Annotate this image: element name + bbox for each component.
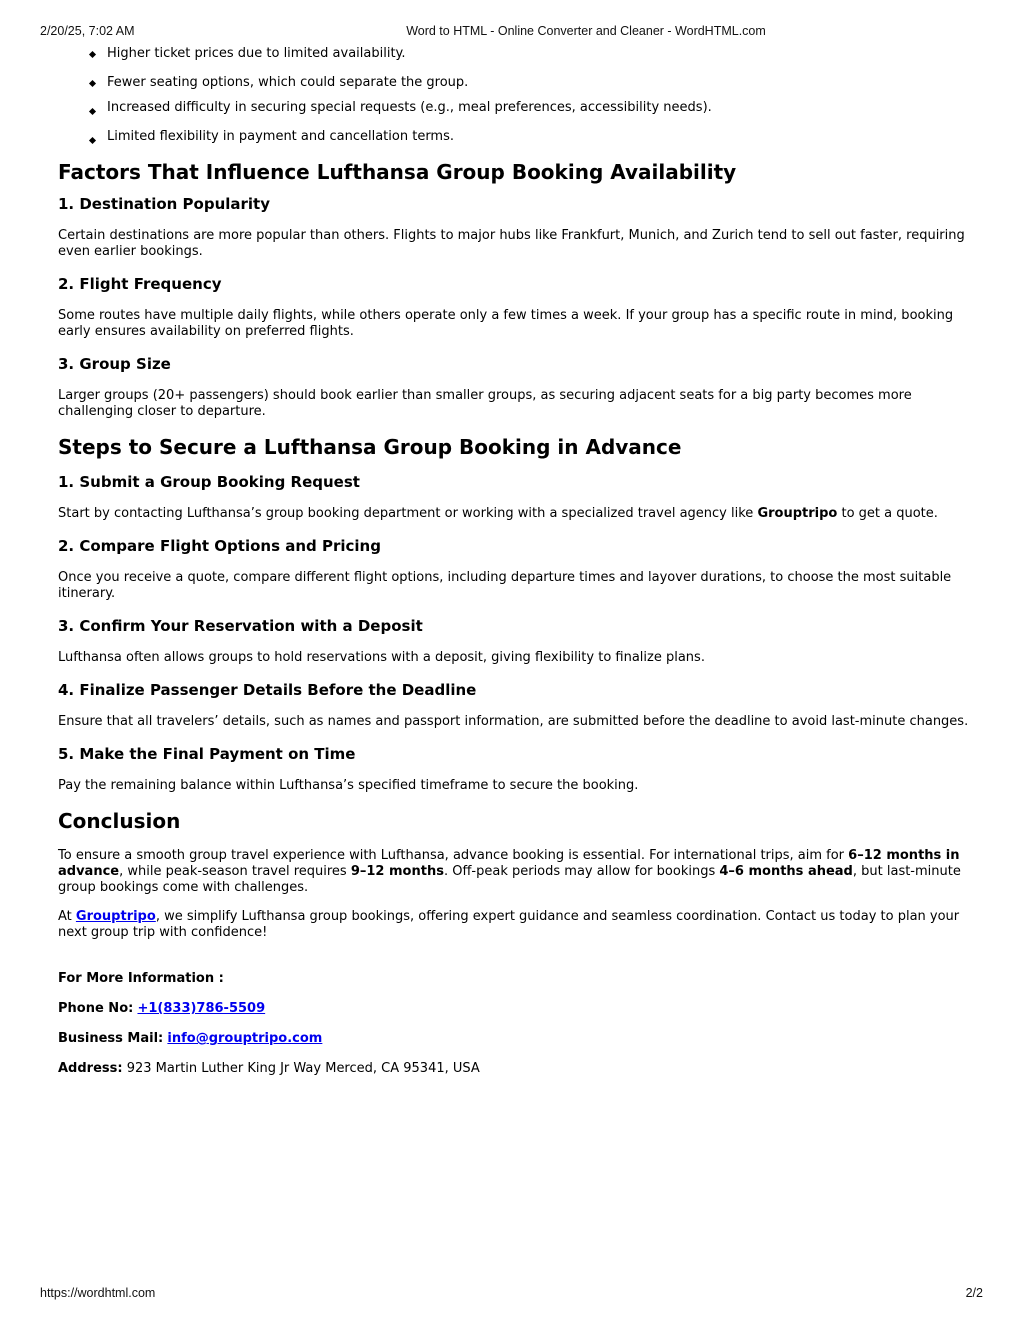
list-item-text: Limited flexibility in payment and cancellation terms. <box>107 129 455 144</box>
step-title: 5. Make the Final Payment on Time <box>58 745 356 763</box>
step-title: 2. Compare Flight Options and Pricing <box>58 537 381 555</box>
print-date: 2/20/25, 7:02 AM <box>40 24 135 38</box>
factor-text: Some routes have multiple daily flights, while others operate only a few times a week. If your group has a specific route in mind, booking early ensures availability on preferred flights. <box>58 308 954 339</box>
agency-name: Grouptripo <box>757 506 838 521</box>
contact-address <box>58 1061 973 1077</box>
section-heading-steps: Steps to Secure a Lufthansa Group Booking in Advance <box>58 435 682 459</box>
print-header <box>0 24 1024 42</box>
print-footer <box>0 1286 1024 1304</box>
list-item <box>58 100 973 129</box>
grouptripo-link[interactable]: Grouptripo <box>75 909 156 924</box>
step-title: 1. Submit a Group Booking Request <box>58 473 360 491</box>
factor-title: 3. Group Size <box>58 355 171 373</box>
conclusion-paragraph: At Grouptripo, we simplify Lufthansa group bookings, offering expert guidance and seamless coordination. Contact us today to plan your next group trip with confidence! <box>58 909 960 940</box>
section-heading-conclusion: Conclusion <box>58 809 181 833</box>
print-page-title: Word to HTML - Online Converter and Cleaner - WordHTML.com <box>406 24 766 38</box>
factor-text: Certain destinations are more popular than others. Flights to major hubs like Frankfurt, Munich, and Zurich tend to sell out faster, requiring even earlier bookings. <box>58 228 965 259</box>
list-item-text: Fewer seating options, which could separate the group. <box>107 75 469 90</box>
contact-heading: For More Information : <box>58 971 224 986</box>
address-text: 923 Martin Luther King Jr Way Merced, CA 95341, USA <box>126 1061 480 1076</box>
factor-title: 1. Destination Popularity <box>58 195 271 213</box>
contact-phone <box>58 1001 973 1017</box>
step-text: Pay the remaining balance within Lufthansa’s specified timeframe to secure the booking. <box>58 778 639 793</box>
document-content <box>58 46 973 1077</box>
list-item <box>58 129 973 149</box>
address-label: Address: <box>58 1061 123 1076</box>
diamond-bullet-icon <box>89 137 96 144</box>
list-item <box>58 75 973 100</box>
list-item <box>58 46 973 75</box>
step-text: Lufthansa often allows groups to hold reservations with a deposit, giving flexibility to finalize plans. <box>58 650 705 665</box>
email-link[interactable]: info@grouptripo.com <box>167 1031 323 1046</box>
conclusion-paragraph: To ensure a smooth group travel experience with Lufthansa, advance booking is essential. For international trips, aim for 6–12 months in advance, while peak-season travel requires 9–12 months. Off-peak periods may allow for bookings 4–6 months ahead, but last-minute group bookings come with challenges. <box>58 848 961 895</box>
diamond-bullet-icon <box>89 80 96 87</box>
list-item-text: Increased difficulty in securing special requests (e.g., meal preferences, accessibility needs). <box>107 100 712 115</box>
phone-link[interactable]: +1(833)786-5509 <box>137 1001 266 1016</box>
print-url: https://wordhtml.com <box>40 1286 156 1300</box>
section-heading-factors: Factors That Influence Lufthansa Group Booking Availability <box>58 160 737 184</box>
list-item-text: Higher ticket prices due to limited availability. <box>107 46 406 61</box>
step-text: Start by contacting Lufthansa’s group booking department or working with a specialized travel agency like Grouptripo to get a quote. <box>58 506 938 521</box>
factor-text: Larger groups (20+ passengers) should book earlier than smaller groups, as securing adjacent seats for a big party becomes more challenging closer to departure. <box>58 388 912 419</box>
page-number: 2/2 <box>965 1286 983 1300</box>
factor-title: 2. Flight Frequency <box>58 275 222 293</box>
contact-mail <box>58 1031 973 1047</box>
phone-label: Phone No: <box>58 1001 134 1016</box>
step-title: 4. Finalize Passenger Details Before the Deadline <box>58 681 477 699</box>
step-text: Ensure that all travelers’ details, such as names and passport information, are submitted before the deadline to avoid last-minute changes. <box>58 714 969 729</box>
diamond-bullet-icon <box>89 51 96 58</box>
step-title: 3. Confirm Your Reservation with a Deposit <box>58 617 423 635</box>
bullet-list <box>58 46 973 149</box>
step-text: Once you receive a quote, compare different flight options, including departure times and layover durations, to choose the most suitable itinerary. <box>58 570 952 601</box>
diamond-bullet-icon <box>89 108 96 115</box>
mail-label: Business Mail: <box>58 1031 164 1046</box>
